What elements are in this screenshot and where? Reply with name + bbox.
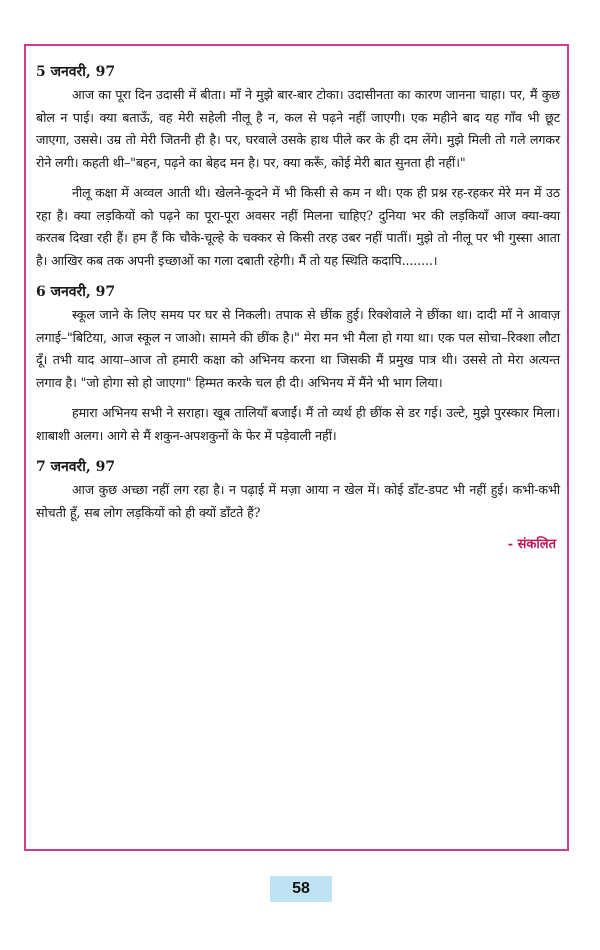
- entry-paragraph: नीलू कक्षा में अव्वल आती थी। खेलने-कूदने में भी किसी से कम न थी। एक ही प्रश्न रह-रहकर मेरे मन में उठ रहा है। क्या लड़कियों को पढ़ने का पूरा-पूरा अवसर नहीं मिलना चाहिए? दुनिया भर की लड़कियाँ आज क्या-क्या करतब दिखा रही हैं। हम हैं कि चौके-चूल्हे के चक्कर से किसी तरह उबर नहीं पातीं। मुझे तो नीलू पर भी गुस्सा आता है। आखिर कब तक अपनी इच्छाओं का गला दबाती रहेगी। मैं तो यह स्थिति कदापि........।: [36, 185, 560, 268]
- page-number: 58: [270, 876, 332, 902]
- entry-date: 6 जनवरी, 97: [36, 284, 116, 300]
- entry-paragraph: आज कुछ अच्छा नहीं लग रहा है। न पढ़ाई में मज़ा आया न खेल में। कोई डाँट-डपट भी नहीं हुई। कभी-कभी सोचती हूँ, सब लोग लड़कियों को ही क्यों डाँटते हैं?: [36, 482, 560, 520]
- attribution: - संकलित: [507, 537, 556, 552]
- diary-content: [36, 62, 560, 552]
- entry-date: 7 जनवरी, 97: [36, 459, 116, 475]
- entry-paragraph: आज का पूरा दिन उदासी में बीता। माँ ने मुझे बार-बार टोका। उदासीनता का कारण जानना चाहा। पर, मैं कुछ बोल न पाई। क्या बताऊँ, वह मेरी सहेली नीलू है न, कल से पढ़ने नहीं जाएगी। एक महीने बाद यह गाँव भी छूट जाएगा, उससे। उम्र तो मेरी जितनी ही है। पर, घरवाले उसके हाथ पीले कर के ही दम लेंगे। मुझे मिली तो गले लगकर रोने लगी। कहती थी–"बहन, पढ़ने का बेहद मन है। पर, क्या करूँ, कोई मेरी बात सुनता ही नहीं।": [36, 87, 560, 170]
- entry-paragraph: स्कूल जाने के लिए समय पर घर से निकली। तपाक से छींक हुई। रिक्शेवाले ने छींका था। दादी माँ ने आवाज़ लगाई–"बिटिया, आज स्कूल न जाओ। सामने की छींक है।" मेरा मन भी मैला हो गया था। एक पल सोचा–रिक्शा लौटा दूँ। तभी याद आया–आज तो हमारी कक्षा को अभिनय करना था जिसकी मैं प्रमुख पात्र थी। उससे तो मेरा अत्यन्त लगाव है। "जो होगा सो हो जाएगा" हिम्मत करके चल ही दी। अभिनय में मैंने भी भाग लिया।: [36, 307, 560, 390]
- diary-entry-jan-5: [36, 62, 560, 272]
- entry-date: 5 जनवरी, 97: [36, 64, 116, 80]
- entry-paragraph: हमारा अभिनय सभी ने सराहा। खूब तालियाँ बजाईं। मैं तो व्यर्थ ही छींक से डर गई। उल्टे, मुझे पुरस्कार मिला। शाबाशी अलग। आगे से मैं शकुन-अपशकुनों के फेर में पड़ेवाली नहीं।: [36, 405, 560, 443]
- diary-entry-jan-6: [36, 282, 560, 447]
- diary-entry-jan-7: [36, 457, 560, 524]
